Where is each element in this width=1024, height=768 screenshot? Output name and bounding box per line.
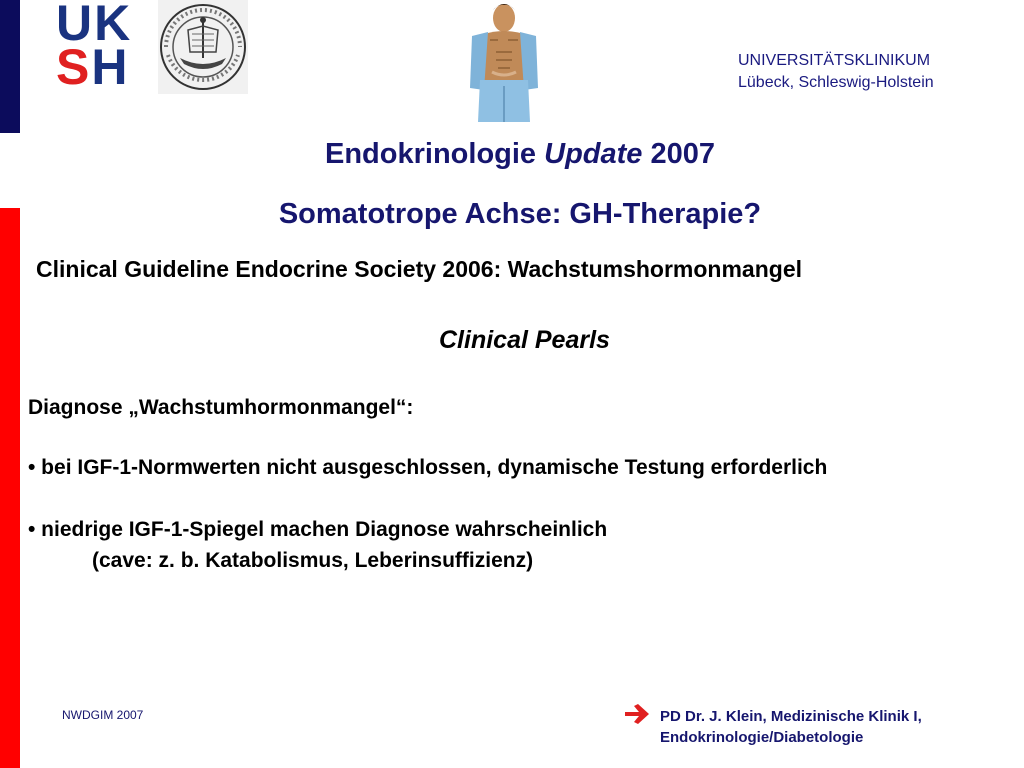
title-italic: Update <box>544 138 643 170</box>
footer-event: NWDGIM 2007 <box>62 708 144 722</box>
university-seal-image <box>158 0 248 94</box>
bullet-item-2-note: (cave: z. b. Katabolismus, Leberinsuffizienz) <box>92 549 534 572</box>
logo-line-sh: SH <box>56 39 130 95</box>
institution-line-2: Lübeck, Schleswig-Holstein <box>738 74 934 91</box>
institution-name <box>738 50 998 94</box>
bullet-item-1: • bei IGF-1-Normwerten nicht ausgeschlossen, dynamische Testung erforderlich <box>28 456 828 479</box>
bullet-item-2: • niedrige IGF-1-Spiegel machen Diagnose wahrscheinlich <box>28 518 608 541</box>
uksh-logo <box>56 0 136 95</box>
institution-line-1: UNIVERSITÄTSKLINIKUM <box>738 52 931 69</box>
footer-author-line-1: PD Dr. J. Klein, Medizinische Klinik I, <box>660 708 922 725</box>
man-figure-image <box>462 0 544 122</box>
left-red-bar <box>0 208 20 768</box>
diagnosis-label: Diagnose „Wachstumhormonmangel“: <box>28 396 414 419</box>
footer-author-line-2: Endokrinologie/Diabetologie <box>660 729 864 746</box>
page-subtitle: Somatotrope Achse: GH-Therapie? <box>278 198 762 230</box>
logo-line-uk: UK <box>56 0 133 51</box>
arrow-right-icon <box>623 703 651 725</box>
page-title: Endokrinologie Update 2007 <box>325 138 715 170</box>
footer-author <box>660 706 922 748</box>
left-navy-bar <box>0 0 20 133</box>
section-heading: Clinical Pearls <box>439 326 610 354</box>
guideline-heading: Clinical Guideline Endocrine Society 2006: Wachstumshormonmangel <box>36 256 802 282</box>
